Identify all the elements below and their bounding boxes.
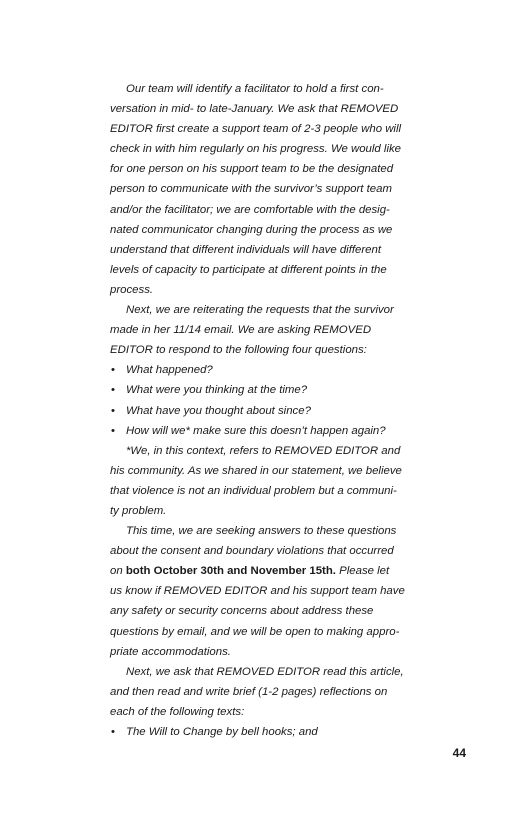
bullet-icon: • — [111, 726, 115, 738]
list-item — [110, 722, 432, 742]
text-line: and/or the facilitator; we are comfortable with the desig- — [110, 203, 390, 216]
bullet-icon: • — [111, 384, 115, 397]
text-line: and then read and write brief (1-2 pages) reflections on — [110, 685, 388, 698]
text-line: each of the following texts: — [110, 705, 245, 718]
text-line: us know if REMOVED EDITOR and his support team have — [110, 585, 405, 598]
emphasized-dates: both October 30th and November 15th. — [125, 565, 336, 578]
list-item — [110, 401, 432, 421]
list-item-text: How will we* make sure this doesn’t happen again? — [126, 424, 386, 437]
text-line: that violence is not an individual problem but a communi- — [110, 484, 397, 497]
text-line: *We, in this context, refers to REMOVED EDITOR and — [126, 444, 401, 457]
list-item-text: What happened? — [126, 364, 213, 377]
text-line: Our team will identify a facilitator to hold a first con- — [126, 83, 384, 95]
text-line: made in her 11/14 email. We are asking REMOVED — [110, 324, 372, 337]
document-body — [110, 79, 432, 742]
text-line: check in with him regularly on his progress. We would like — [110, 143, 402, 156]
text-run: Please let — [335, 565, 390, 578]
list-item — [110, 380, 432, 400]
list-item-text: The Will to Change by bell hooks; and — [126, 726, 318, 738]
text-line: process. — [110, 283, 154, 296]
text-line: levels of capacity to participate at different points in the — [110, 263, 387, 276]
text-line: EDITOR to respond to the following four questions: — [110, 344, 367, 357]
text-line: person to communicate with the survivor’s support team — [110, 183, 392, 196]
text-line: ty problem. — [110, 504, 167, 517]
text-line: for one person on his support team to be the designated — [110, 163, 394, 176]
text-run: on — [110, 565, 126, 578]
text-line: versation in mid- to late-January. We ask that REMOVED — [110, 103, 399, 116]
text-line: any safety or security concerns about address these — [110, 605, 374, 618]
list-item-text: What have you thought about since? — [126, 404, 311, 417]
text-line: Next, we are reiterating the requests that the survivor — [126, 304, 394, 317]
text-line: his community. As we shared in our statement, we believe — [110, 464, 402, 477]
list-item — [110, 421, 432, 441]
text-line: This time, we are seeking answers to these questions — [126, 525, 397, 538]
text-line: about the consent and boundary violations that occurred — [110, 545, 394, 558]
text-line-mixed — [110, 561, 432, 581]
text-line: priate accommodations. — [110, 645, 231, 658]
text-line: EDITOR first create a support team of 2-3 people who will — [110, 123, 402, 136]
list-item-text: What were you thinking at the time? — [126, 384, 308, 397]
text-line: nated communicator changing during the process as we — [110, 223, 393, 236]
page-number: 44 — [452, 746, 466, 760]
bullet-icon: • — [111, 404, 115, 417]
text-line: Next, we ask that REMOVED EDITOR read this article, — [126, 665, 404, 678]
list-item — [110, 360, 432, 380]
bullet-icon: • — [111, 424, 115, 437]
text-line: understand that different individuals will have different — [110, 243, 382, 256]
text-line: questions by email, and we will be open to making appro- — [110, 625, 400, 638]
bullet-icon: • — [111, 364, 115, 377]
